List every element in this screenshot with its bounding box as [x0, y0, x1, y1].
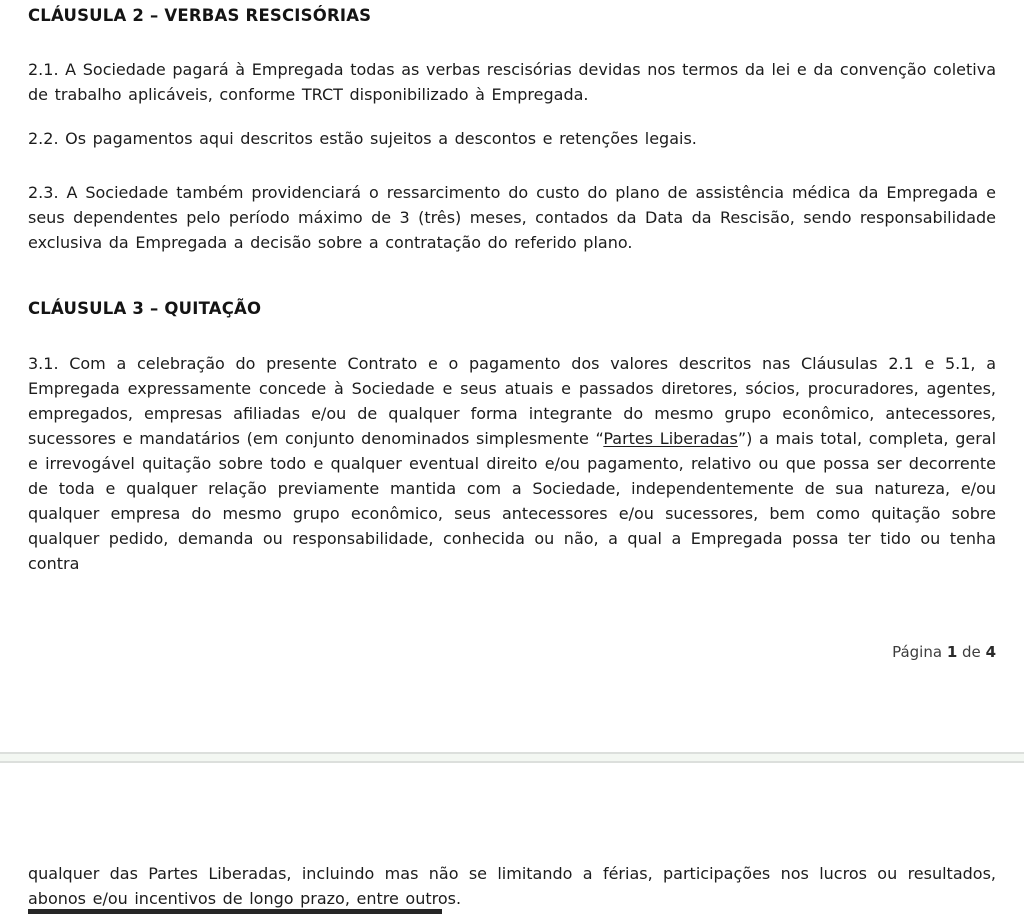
document-page-2 [0, 763, 1024, 914]
paragraph-2-3: 2.3. A Sociedade também providenciará o ressarcimento do custo do plano de assistência médica da Empregada e seus dependentes pelo período máximo de 3 (três) meses, contados da Data da Rescisão, sendo responsabilidade exclusiva da Empregada a decisão sobre a contratação do referido plano. [28, 183, 996, 252]
clause-3-heading: CLÁUSULA 3 – QUITAÇÃO [28, 299, 262, 318]
paragraph-3-1-continuation: qualquer das Partes Liberadas, incluindo mas não se limitando a férias, participações nos lucros ou resultados, abonos e/ou incentivos de longo prazo, entre outros. [28, 864, 996, 908]
footer-total-pages: 4 [985, 643, 996, 661]
paragraph-3-1 [28, 351, 996, 576]
page-number-footer [892, 643, 996, 661]
page-separator [0, 752, 1024, 763]
paragraph-2-1: 2.1. A Sociedade pagará à Empregada todas as verbas rescisórias devidas nos termos da lei e da convenção coletiva de trabalho aplicáveis, conforme TRCT disponibilizado à Empregada. [28, 60, 996, 104]
footer-label: Página [892, 643, 943, 661]
paragraph-3-1-text-after: ”) a mais total, completa, geral e irrevogável quitação sobre todo e qualquer eventual direito e/ou pagamento, relativo ou que possa ser decorrente de toda e qualquer relação previamente mantida com a Sociedade, independentemente de sua natureza, e/ou qualquer empresa do mesmo grupo econômico, seus antecessores e/ou sucessores, bem como quitação sobre qualquer pedido, demanda ou responsabilidade, conhecida ou não, a qual a Empregada possa ter tido ou tenha contra [28, 429, 997, 573]
paragraph-2-2: 2.2. Os pagamentos aqui descritos estão sujeitos a descontos e retenções legais. [28, 129, 697, 148]
defined-term-partes-liberadas: Partes Liberadas [603, 429, 738, 448]
paragraph-3-1-text-before: 3.1. Com a celebração do presente Contrato e o pagamento dos valores descritos nas Cláusulas 2.1 e 5.1, a Empregada expressamente concede à Sociedade e seus atuais e passados diretores, sócios, procuradores, agentes, empregados, empresas afiliadas e/ou de qualquer forma integrante do mesmo grupo econômico, antecessores, sucessores e mandatários (em conjunto denominados simplesmente “ [28, 354, 996, 448]
clause-2-heading: CLÁUSULA 2 – VERBAS RESCISÓRIAS [28, 6, 372, 25]
clipped-next-text-line [28, 909, 442, 914]
footer-current-page: 1 [946, 643, 958, 661]
footer-separator-word: de [962, 643, 981, 661]
